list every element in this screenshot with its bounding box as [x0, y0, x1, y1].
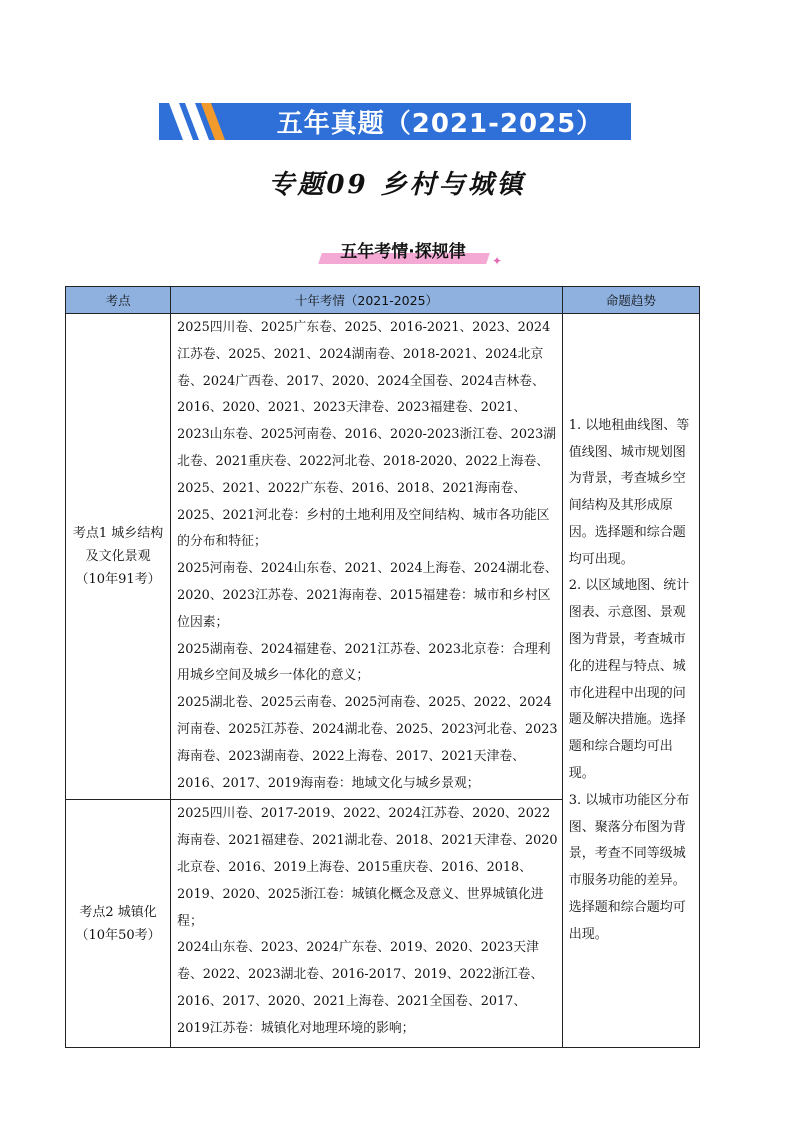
exam-history-cell	[171, 314, 563, 800]
table-header-row	[66, 287, 700, 314]
history-paragraph: 2024山东卷、2023、2024广东卷、2019、2020、2023天津卷、2022、2023湖北卷、2016-2017、2019、2022浙江卷、2016、2017、2020、2021上海卷、2021全国卷、2017、2019江苏卷：城镇化对地理环境的影响；	[177, 940, 544, 1036]
history-paragraph: 2025湖北卷、2025云南卷、2025河南卷、2025、2022、2024河南卷、2025江苏卷、2024湖北卷、2025、2023河北卷、2023海南卷、2023湖南卷、2022上海卷、2017、2021天津卷、2016、2017、2019海南卷：地域文化与城乡景观；	[177, 695, 558, 791]
trend-paragraph: 3. 以城市功能区分布图、聚落分布图为背景，考查不同等级城市服务功能的差异。选择题和综合题均可出现。	[568, 792, 690, 942]
header-ten-year: 十年考情（2021-2025）	[171, 287, 563, 314]
topic-title: 专题09 乡村与城镇	[268, 170, 526, 200]
history-paragraph: 2025湖南卷、2024福建卷、2021江苏卷、2023北京卷：合理利用城乡空间及城乡一体化的意义；	[177, 641, 551, 684]
sparkle-icon: ✦	[491, 254, 502, 268]
exam-point-label: 考点2 城镇化（10年50考）	[66, 800, 171, 1048]
exam-history-cell	[171, 800, 563, 1048]
trend-paragraph: 1. 以地租曲线图、等值线图、城市规划图为背景，考查城乡空间结构及其形成原因。选择题和综合题均可出现。	[568, 417, 690, 567]
history-paragraph: 2025四川卷、2017-2019、2022、2024江苏卷、2020、2022海南卷、2021福建卷、2021湖北卷、2018、2021天津卷、2020北京卷、2016、2019上海卷、2015重庆卷、2016、2018、2019、2020、2025浙江卷：城镇化概念及意义、世界城镇化进程；	[177, 806, 558, 929]
banner-title: 五年真题（2021-2025）	[276, 109, 604, 139]
exam-point-label: 考点1 城乡结构及文化景观（10年91考）	[66, 314, 171, 800]
table-row	[66, 314, 700, 800]
history-paragraph: 2025四川卷、2025广东卷、2025、2016-2021、2023、2024江苏卷、2025、2021、2024湖南卷、2018-2021、2024北京卷、2024广西卷、2017、2020、2024全国卷、2024吉林卷、2016、2020、2021、2023天津卷、2023福建卷、2021、2023山东卷、2025河南卷、2016、2020-2023浙江卷、2023湖北卷、2021重庆卷、2022河北卷、2018-2020、2022上海卷、2025、2021、2022广东卷、2016、2018、2021海南卷、2025、2021河北卷：乡村的土地利用及空间结构、城市各功能区的分布和特征；	[177, 320, 557, 550]
section-tag	[314, 239, 502, 268]
section-tag-text: 五年考情·探规律	[340, 242, 466, 262]
header-exam-point: 考点	[66, 287, 171, 314]
trend-cell	[562, 314, 699, 1048]
exam-table	[65, 286, 700, 1048]
title-banner	[159, 103, 631, 140]
history-paragraph: 2025河南卷、2024山东卷、2021、2024上海卷、2024湖北卷、2020、2023江苏卷、2021海南卷、2015福建卷：城市和乡村区位因素；	[177, 561, 558, 630]
banner-stripes-icon	[159, 103, 249, 140]
trend-paragraph: 2. 以区域地图、统计图表、示意图、景观图为背景，考查城市化的进程与特点、城市化进程中出现的问题及解决措施。选择题和综合题均可出现。	[568, 578, 690, 782]
header-trend: 命题趋势	[562, 287, 699, 314]
